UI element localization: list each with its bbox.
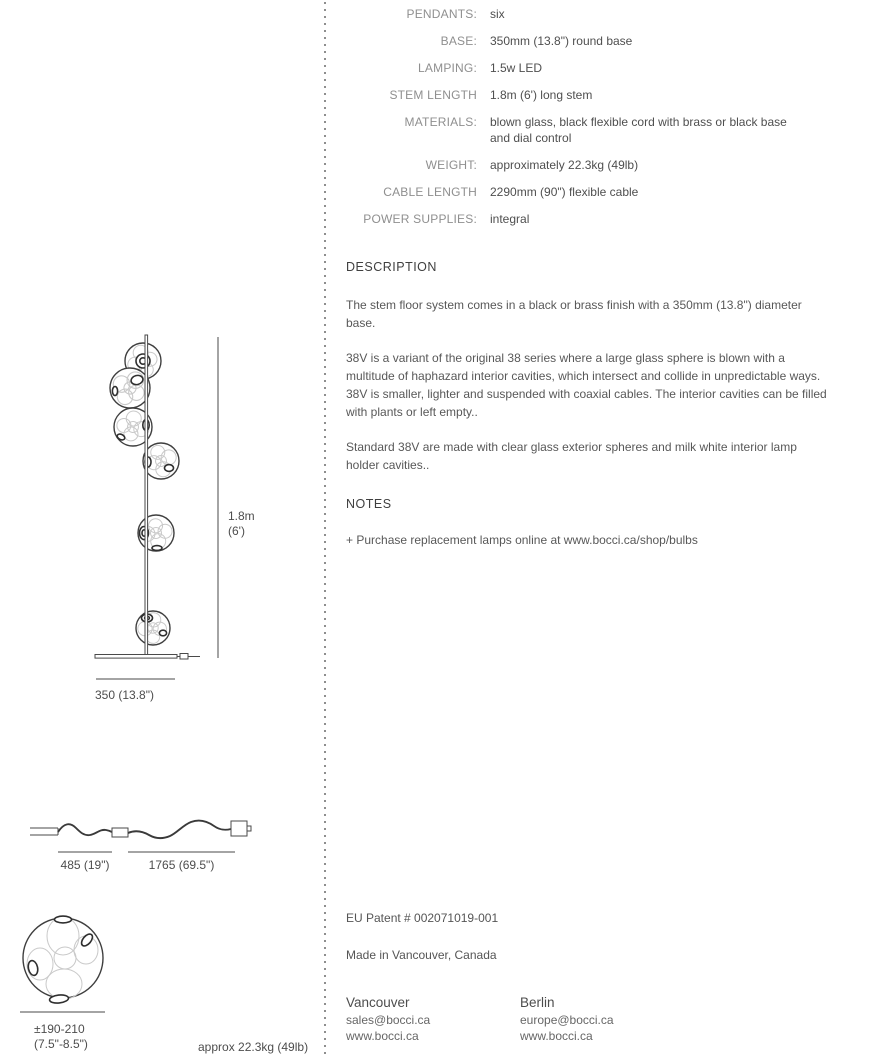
cable-stem-end: [30, 828, 58, 835]
contact-city-vancouver: Vancouver: [346, 995, 410, 1010]
spec-table: [346, 6, 805, 227]
sphere-detail-drawing: [20, 908, 110, 1018]
cable-length-label-2: 1765 (69.5"): [148, 858, 215, 872]
description-paragraph-1: The stem floor system comes in a black or brass finish with a 350mm (13.8") diameter base.: [346, 298, 802, 330]
contact-email-berlin: europe@bocci.ca: [520, 1013, 614, 1027]
base-cord: [177, 654, 200, 660]
spec-label-stem-length: STEM LENGTH: [389, 88, 477, 102]
lamp-base-width-label: 350 (13.8"): [95, 688, 154, 702]
dotted-column-divider: [324, 2, 326, 1059]
contact-berlin: [520, 994, 614, 1044]
lamp-base: [95, 655, 177, 659]
cable-segment-1: [58, 824, 112, 835]
dial-control: [112, 828, 128, 837]
pendant-sphere-6: [135, 609, 172, 646]
made-in-line: Made in Vancouver, Canada: [346, 948, 497, 962]
sphere-size-label: ±190-210 (7.5"-8.5"): [34, 1022, 88, 1051]
spec-label-power-supplies: POWER SUPPLIES:: [363, 212, 477, 226]
patent-line: EU Patent # 002071019-001: [346, 911, 499, 925]
spec-label-cable-length: CABLE LENGTH: [383, 185, 477, 199]
notes-text: [346, 531, 828, 549]
spec-value-stem-length: 1.8m (6') long stem: [490, 88, 593, 102]
contact-website-berlin: www.bocci.ca: [520, 1029, 593, 1043]
sphere-outline: [23, 918, 103, 998]
spec-value-lamping: 1.5w LED: [490, 61, 543, 75]
approx-weight-label: approx 22.3kg (49lb): [198, 1040, 309, 1054]
contact-website-vancouver: www.bocci.ca: [346, 1029, 419, 1043]
description-heading: DESCRIPTION: [346, 260, 437, 274]
lamp-stem: [145, 335, 148, 656]
contact-city-berlin: Berlin: [520, 995, 555, 1010]
pendant-sphere-2: [110, 368, 150, 408]
pendant-sphere-5: [137, 514, 175, 551]
spec-label-lamping: LAMPING:: [418, 61, 477, 75]
plug: [231, 821, 251, 836]
spec-value-power-supplies: integral: [490, 212, 530, 226]
spec-value-cable-length: 2290mm (90") flexible cable: [490, 185, 639, 199]
contact-vancouver: [346, 994, 430, 1044]
spec-label-pendants: PENDANTS:: [406, 7, 477, 21]
notes-heading: NOTES: [346, 497, 392, 511]
spec-label-base: BASE:: [440, 34, 477, 48]
description-text: [346, 296, 828, 491]
spec-value-weight: approximately 22.3kg (49lb): [490, 158, 639, 172]
spec-value-pendants: six: [490, 7, 505, 21]
cable-drawing: [20, 808, 260, 858]
description-paragraph-2: 38V is a variant of the original 38 series where a large glass sphere is blown with a multitude of haphazard interior cavities, which intersect and collide in unpredictable ways. 38V is smaller, lighter and suspended with coaxial cables. The interior cavities can be filled with plants or left empty..: [346, 351, 827, 419]
lamp-height-label: 1.8m (6'): [228, 509, 255, 538]
pendant-sphere-4: [143, 443, 179, 479]
spec-label-materials: MATERIALS:: [404, 115, 477, 129]
description-paragraph-3: Standard 38V are made with clear glass exterior spheres and milk white interior lamp holder cavities..: [346, 440, 797, 472]
spec-value-materials: blown glass, black flexible cord with brass or black base and dial control: [490, 115, 787, 145]
contact-email-vancouver: sales@bocci.ca: [346, 1013, 431, 1027]
spec-label-weight: WEIGHT:: [425, 158, 477, 172]
cable-segment-2: [128, 821, 231, 839]
spec-value-base: 350mm (13.8") round base: [490, 34, 633, 48]
notes-item-replacement-lamps: + Purchase replacement lamps online at www.bocci.ca/shop/bulbs: [346, 533, 698, 547]
cable-length-label-1: 485 (19"): [60, 858, 110, 872]
